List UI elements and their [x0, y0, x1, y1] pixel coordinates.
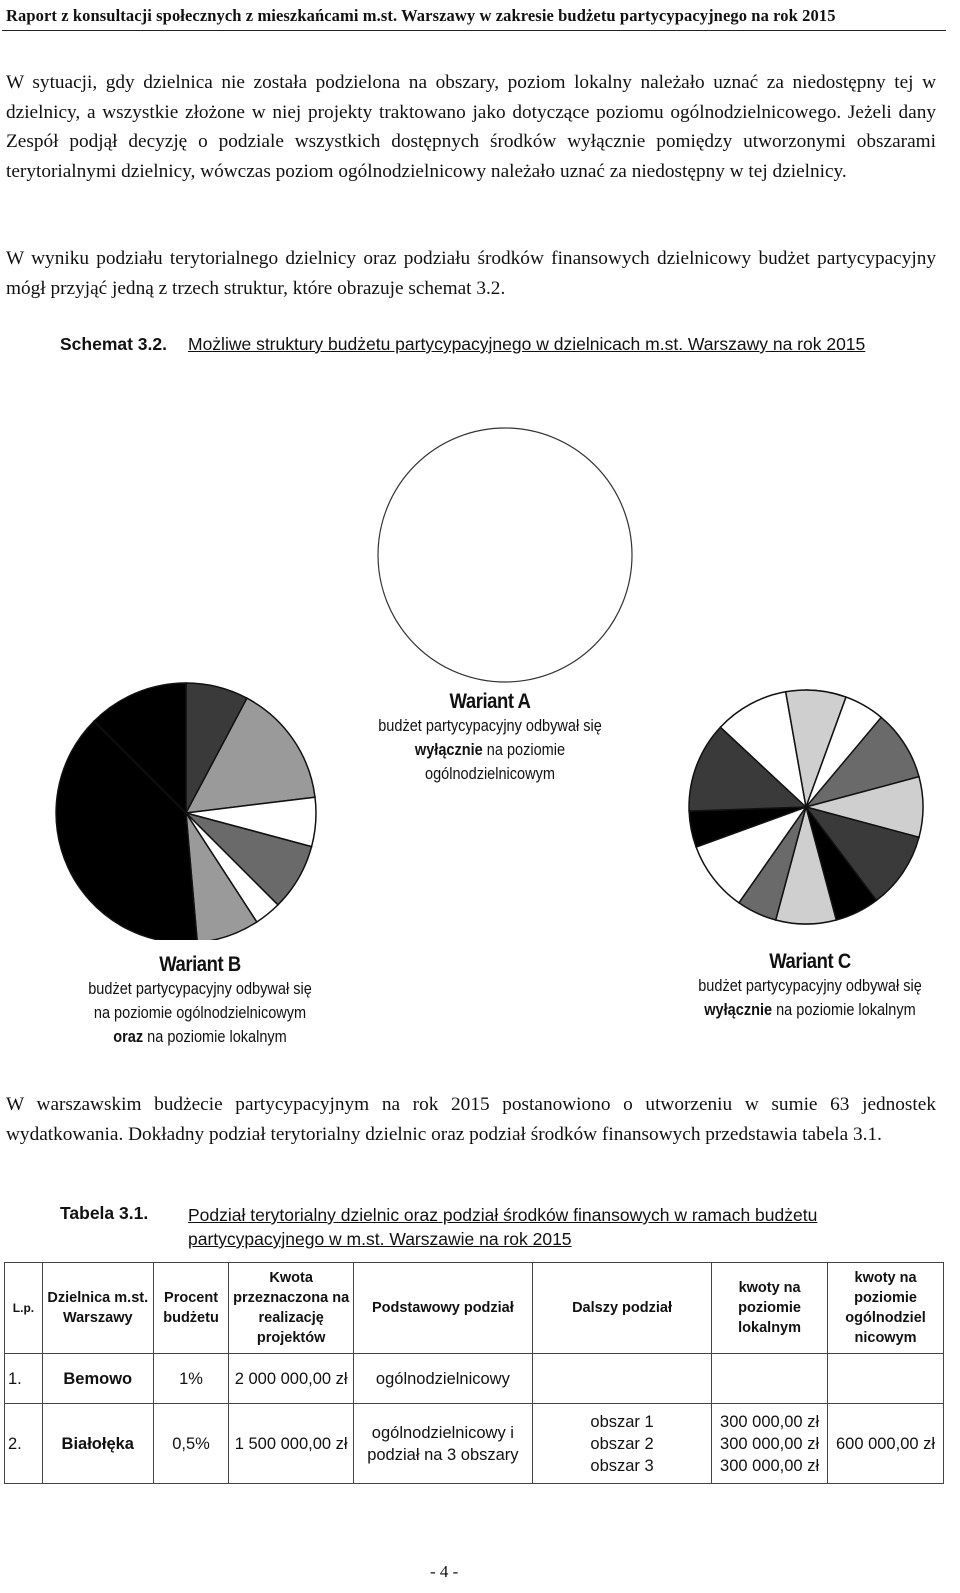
paragraph-3: W warszawskim budżecie partycypacyjnym na rok 2015 postanowiono o utworzeniu w sumie 63 jednostek wydatkowania. Dokładny podział terytorialny dzielnic oraz podział środków finansowych przedstawia tabela 3.1. — [6, 1094, 936, 1145]
variant-a-line2: wyłącznie na poziomie — [414, 741, 566, 759]
schema-title: Możliwe struktury budżetu partycypacyjnego w dzielnicach m.st. Warszawy na rok 2015 — [188, 334, 866, 354]
variant-b-pie — [56, 683, 316, 940]
variant-a-line3: ogólnodzielnicowym — [425, 765, 555, 783]
variant-c-title: Wariant C — [769, 950, 851, 973]
variant-c-line1: budżet partycypacyjny odbywał się — [698, 977, 922, 995]
cell-general — [828, 1354, 944, 1404]
cell-district: Białołęka — [42, 1404, 153, 1484]
cell-lp: 1. — [5, 1354, 43, 1404]
variant-a-caption — [340, 690, 640, 786]
local-amount: 300 000,00 zł — [720, 1456, 820, 1475]
cell-basic: ogólnodzielnicowy i podział na 3 obszary — [353, 1404, 532, 1484]
table-row — [5, 1404, 944, 1484]
table-title: Podział terytorialny dzielnic oraz podział środków finansowych w ramach budżetu partycypacyjnego w m.st. Warszawie na rok 2015 — [188, 1205, 818, 1249]
cell-percent: 1% — [153, 1354, 229, 1404]
cell-amount: 2 000 000,00 zł — [229, 1354, 353, 1404]
variant-c-line2: wyłącznie na poziomie lokalnym — [704, 1001, 916, 1019]
schema-label: Schemat 3.2. — [60, 334, 167, 354]
area-label: obszar 2 — [590, 1434, 654, 1453]
budget-structure-diagram — [0, 380, 960, 940]
cell-local — [712, 1354, 828, 1404]
cell-district: Bemowo — [42, 1354, 153, 1404]
col-amount: Kwota przeznaczona na realizację projektów — [229, 1263, 353, 1354]
cell-general: 600 000,00 zł — [828, 1404, 944, 1484]
cell-lp: 2. — [5, 1404, 43, 1484]
variant-a-line1: budżet partycypacyjny odbywał się — [378, 717, 602, 735]
variant-b-title: Wariant B — [159, 953, 241, 976]
cell-amount: 1 500 000,00 zł — [229, 1404, 353, 1484]
col-lp: L.p. — [5, 1263, 43, 1354]
budget-table — [4, 1262, 944, 1484]
paragraph-1: W sytuacji, gdy dzielnica nie została podzielona na obszary, poziom lokalny należało uznać za niedostępny tej w dzielnicy, a wszystkie złożone w niej projekty traktowano jako dotyczące poziomu ogólnodzielnicowego. Jeżeli dany Zespół podjął decyzję o podziale wszystkich dostępnych środków wyłącznie pomiędzy utworzonymi obszarami terytorialnymi dzielnicy, wówczas poziom ogólnodzielnicowy należało uznać za niedostępny w tej dzielnicy. — [6, 72, 936, 182]
area-label: obszar 1 — [590, 1412, 654, 1431]
page-number: - 4 - — [430, 1562, 459, 1581]
running-header: Raport z konsultacji społecznych z mieszkańcami m.st. Warszawy w zakresie budżetu partycypacyjnego na rok 2015 — [6, 6, 836, 25]
col-percent: Procent budżetu — [153, 1263, 229, 1354]
col-basic: Podstawowy podział — [353, 1263, 532, 1354]
local-amount: 300 000,00 zł — [720, 1412, 820, 1431]
header-rule — [2, 30, 946, 31]
table-header-row — [5, 1263, 944, 1354]
table-row — [5, 1354, 944, 1404]
variant-b-line2: na poziomie ogólnodzielnicowym — [93, 1004, 307, 1022]
variant-b-caption — [30, 953, 370, 1049]
cell-further — [532, 1354, 711, 1404]
cell-local — [712, 1404, 828, 1484]
cell-basic: ogólnodzielnicowy — [353, 1354, 532, 1404]
area-label: obszar 3 — [590, 1456, 654, 1475]
col-district: Dzielnica m.st. Warszawy — [42, 1263, 153, 1354]
col-local: kwoty na poziomie lokalnym — [712, 1263, 828, 1354]
variant-a-title: Wariant A — [449, 690, 531, 713]
variant-c-pie — [689, 690, 923, 924]
variant-b-line1: budżet partycypacyjny odbywał się — [88, 980, 312, 998]
col-further: Dalszy podział — [532, 1263, 711, 1354]
col-general: kwoty na poziomie ogólnodziel nicowym — [828, 1263, 944, 1354]
table-label: Tabela 3.1. — [60, 1203, 149, 1223]
variant-c-caption — [660, 950, 960, 1022]
local-amount: 300 000,00 zł — [720, 1434, 820, 1453]
cell-percent: 0,5% — [153, 1404, 229, 1484]
variant-a-pie — [378, 428, 632, 682]
cell-further — [532, 1404, 711, 1484]
paragraph-2: W wyniku podziału terytorialnego dzielnicy oraz podziału środków finansowych dzielnicowy budżet partycypacyjny mógł przyjąć jedną z trzech struktur, które obrazuje schemat 3.2. — [6, 248, 936, 299]
variant-b-line3: oraz na poziomie lokalnym — [113, 1028, 287, 1046]
